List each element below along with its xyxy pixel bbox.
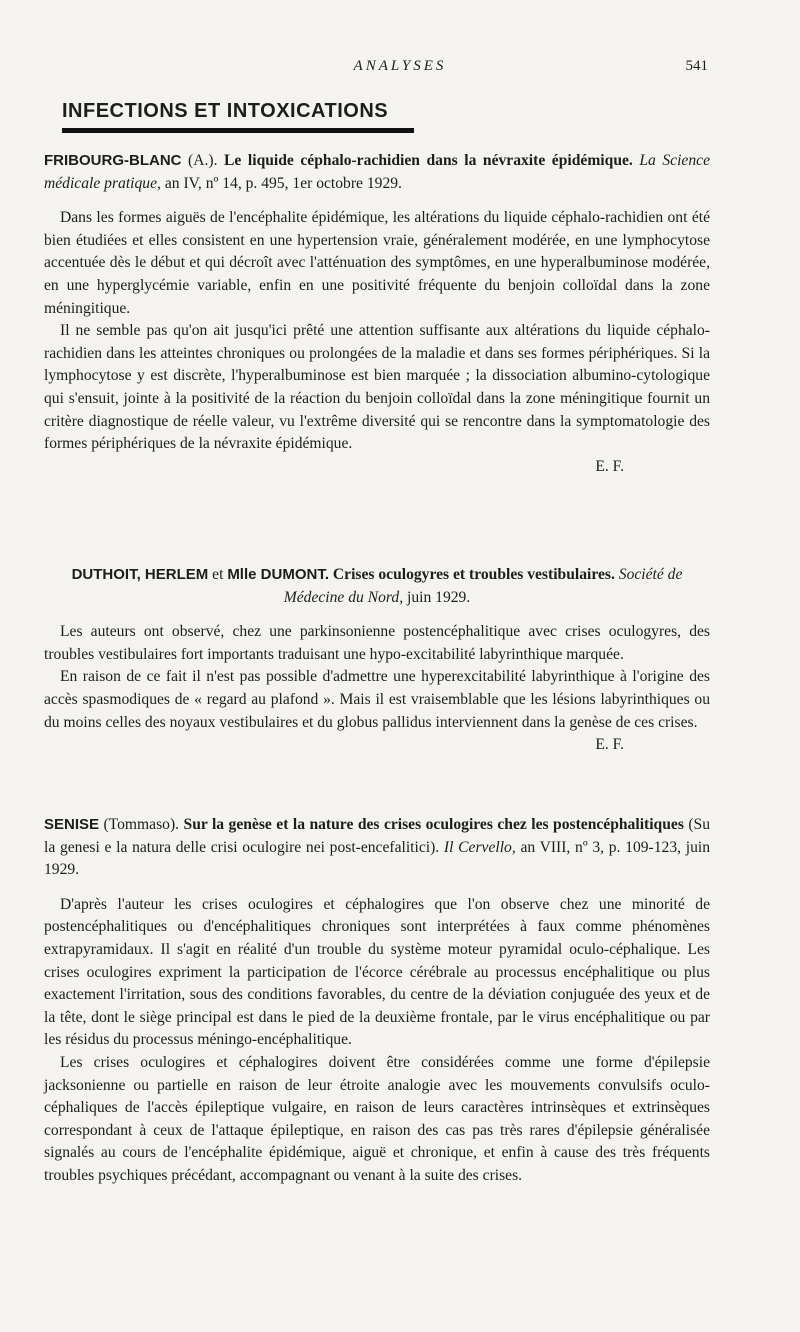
author-name: SENISE: [44, 816, 100, 833]
signature: E. F.: [595, 457, 624, 475]
author-name: DUTHOIT, HERLEM: [71, 566, 209, 583]
author-initial: (A.).: [181, 152, 225, 169]
section-heading: INFECTIONS ET INTOXICATIONS: [62, 100, 389, 122]
abstract-paragraph: D'après l'auteur les crises oculogires et céphalogires que l'on observe chez une minorité de postencéphalitiques ou d'encéphalitiques chroniques sont interprétées à faux comme phénomènes extrapyramidaux. Il s'agit en réalité d'un trouble du système moteur pyramidal oculo-céphalique. Les crises oculogires expriment la participation de l'écorce cérébrale au processus encéphalitique ou plus exactement l'irritation, sous des conditions favorables, du centre de la déviation conjuguée des yeux et de la tête, dont le siège principal est dans le pied de la deuxième frontale, par le virus encéphalitique ou par les résidus du processus méningo-encéphalitique.: [44, 895, 710, 1049]
original-title: (Su la genesi e la natura delle crisi oculogire nei post-encefalitici).: [44, 816, 711, 856]
entry-heading: [44, 814, 710, 882]
journal-ref: an IV, nº 14, p. 495, 1er octobre 1929.: [160, 174, 402, 192]
entry-heading: [44, 564, 710, 609]
abstract-paragraph: Les crises oculogires et céphalogires doivent être considérées comme une forme d'épilepsie jacksonienne ou partielle en raison de leur étroite analogie avec les mouvements convulsifs oculo-céphaliques de l'accès épileptique vulgaire, en raison de leurs caractères intrinsèques et extrinsèques correspondant à ceux de l'attaque épileptique, en raison des cas pas très rares d'épilepsie généralisée signalés au cours de l'encéphalite épidémique, aiguë et chronique, et enfin à cause des très fréquents troubles psychiques précédant, accompagnant ou venant à la suite des crises.: [44, 1053, 710, 1184]
abstract-paragraph: Les auteurs ont observé, chez une parkinsonienne postencéphalitique avec crises oculogyres, des troubles vestibulaires fort importants traduisant une hypo-excitabilité labyrinthique marquée.: [44, 623, 710, 663]
author-name: FRIBOURG-BLANC: [44, 152, 182, 169]
abstract-paragraph: Il ne semble pas qu'on ait jusqu'ici prêté une attention suffisante aux altérations du liquide céphalo-rachidien dans les atteintes chroniques ou prolongées de la maladie et dans ses formes périphériques. Si la lymphocytose y est discrète, l'hyperalbuminose est bien marquée ; la dissociation albumino-cytologique qui s'ensuit, jointe à la positivité de la réaction du benjoin colloïdal dans la zone méningitique fournit un critère diagnostique de réelle valeur, vu l'extrême diversité qui se rencontre dans la symptomatologie des formes périphériques de la névraxite épidémique.: [44, 322, 710, 453]
journal-ref: an VIII, nº 3, p. 109-123, juin 1929.: [44, 838, 710, 879]
abstract-paragraph: [44, 666, 710, 754]
journal-name: La Science médicale pratique,: [44, 152, 710, 192]
running-title: ANALYSES: [353, 58, 447, 74]
author-initial: (Tommaso).: [99, 816, 184, 833]
journal-name: Il Cervello,: [443, 838, 516, 856]
article-title: Crises oculogyres et troubles vestibulaires.: [332, 566, 615, 583]
entry-heading: [44, 150, 710, 195]
author-joiner: et: [208, 566, 228, 583]
page-number: 541: [685, 58, 708, 74]
author-name-2: Mlle DUMONT.: [227, 566, 329, 583]
journal-ref: juin 1929.: [403, 588, 471, 606]
entry-duthoit: [44, 564, 710, 757]
section-rule: [62, 128, 414, 133]
running-head: [0, 58, 800, 82]
article-title: Le liquide céphalo-rachidien dans la névraxite épidémique.: [224, 152, 633, 169]
abstract-paragraph: Dans les formes aiguës de l'encéphalite épidémique, les altérations du liquide céphalo-rachidien ont été bien étudiées et elles consistent en une hypertension vraie, généralement modérée, en une lymphocytose accentuée dès le début et qui décroît avec l'atténuation des symptômes, en une hyperalbuminose modérée, en une hyperglycémie variable, enfin en une positivité fréquente du benjoin colloïdal dans la zone méningitique.: [44, 209, 710, 317]
entry-senise: [44, 814, 710, 1188]
journal-name: Société de Médecine du Nord,: [283, 566, 683, 606]
entry-fribourg-blanc: [44, 150, 710, 478]
abstract-text: En raison de ce fait il n'est pas possible d'admettre une hyperexcitabilité labyrinthique à l'origine des accès spasmodiques de « regard au plafond ». Mais il est vraisemblable que les lésions labyrinthiques ou du moins celles des noyaux vestibulaires et du globus pallidus interviennent dans la genèse de ces crises.: [44, 668, 710, 731]
article-title: Sur la genèse et la nature des crises oculogires chez les postencéphalitiques: [183, 816, 684, 833]
signature: E. F.: [595, 736, 624, 754]
